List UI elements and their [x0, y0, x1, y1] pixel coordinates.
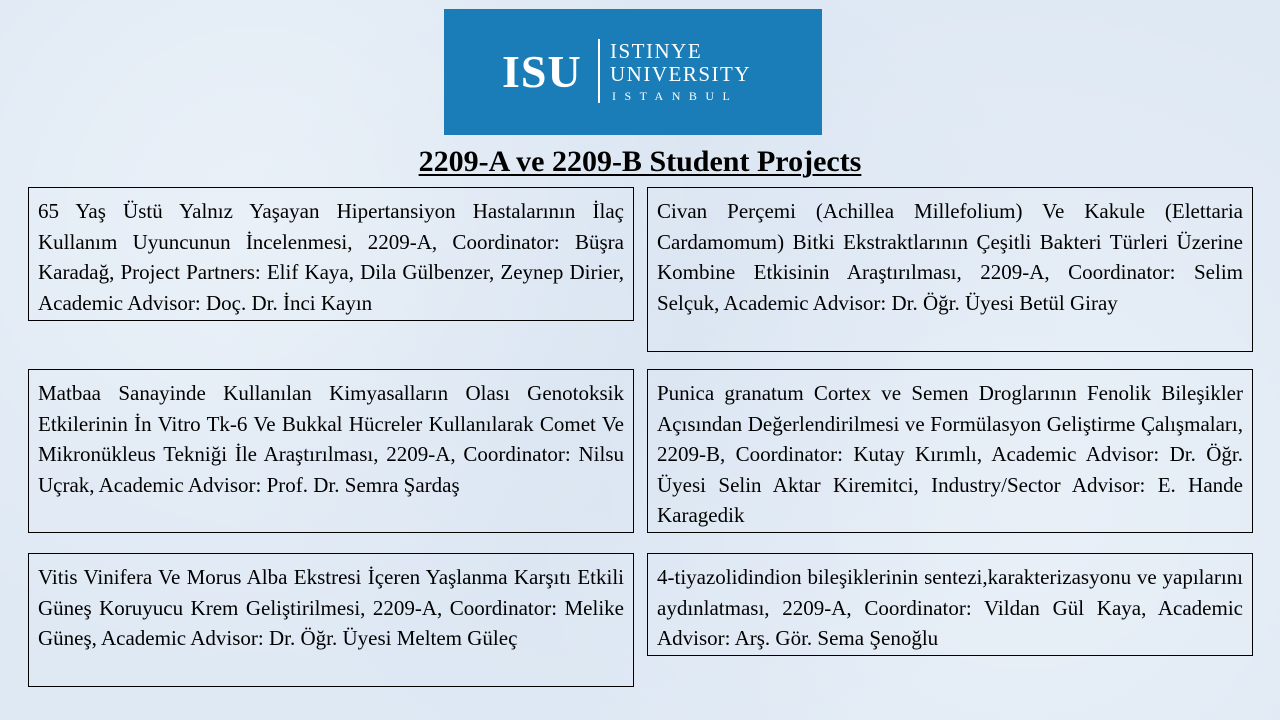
project-description: Punica granatum Cortex ve Semen Droglarının Fenolik Bileşikler Açısından Değerlendirilmesi ve Formülasyon Geliştirme Çalışmaları, 2209-B, Coordinator: Kutay Kırımlı, Academic Advisor: Dr. Öğr. Üyesi Selin Aktar Kiremitci, Industry/Sector Advisor: E. Hande Karagedik	[657, 381, 1243, 527]
logo-divider	[598, 39, 600, 103]
project-card	[647, 369, 1253, 533]
project-description: Vitis Vinifera Ve Morus Alba Ekstresi İçeren Yaşlanma Karşıtı Etkili Güneş Koruyucu Krem Geliştirilmesi, 2209-A, Coordinator: Melike Güneş, Academic Advisor: Dr. Öğr. Üyesi Meltem Güleç	[38, 565, 624, 650]
logo-name-line2: UNIVERSITY	[610, 62, 751, 86]
project-description: 65 Yaş Üstü Yalnız Yaşayan Hipertansiyon Hastalarının İlaç Kullanım Uyuncunun İncelenmesi, 2209-A, Coordinator: Büşra Karadağ, Project Partners: Elif Kaya, Dila Gülbenzer, Zeynep Dirier, Academic Advisor: Doç. Dr. İnci Kayın	[38, 199, 624, 315]
project-card	[647, 553, 1253, 656]
logo-abbreviation: ISU	[502, 46, 582, 97]
project-description: Matbaa Sanayinde Kullanılan Kimyasalların Olası Genotoksik Etkilerinin İn Vitro Tk-6 Ve Bukkal Hücreler Kullanılarak Comet Ve Mikronükleus Tekniği İle Araştırılması, 2209-A, Coordinator: Nilsu Uçrak, Academic Advisor: Prof. Dr. Semra Şardaş	[38, 381, 624, 497]
project-card	[28, 553, 634, 687]
university-logo	[444, 9, 822, 135]
project-card	[647, 187, 1253, 352]
page-title: 2209-A ve 2209-B Student Projects	[418, 145, 862, 178]
project-description: Civan Perçemi (Achillea Millefolium) Ve Kakule (Elettaria Cardamomum) Bitki Ekstraktlarının Çeşitli Bakteri Türleri Üzerine Kombine Etkisinin Araştırılması, 2209-A, Coordinator: Selim Selçuk, Academic Advisor: Dr. Öğr. Üyesi Betül Giray	[657, 199, 1243, 315]
project-card	[28, 187, 634, 321]
logo-city: ISTANBUL	[612, 89, 739, 103]
project-description: 4-tiyazolidindion bileşiklerinin sentezi,karakterizasyonu ve yapılarını aydınlatması, 2209-A, Coordinator: Vildan Gül Kaya, Academic Advisor: Arş. Gör. Sema Şenoğlu	[657, 565, 1243, 650]
logo-name-line1: ISTINYE	[610, 39, 703, 63]
project-card	[28, 369, 634, 533]
